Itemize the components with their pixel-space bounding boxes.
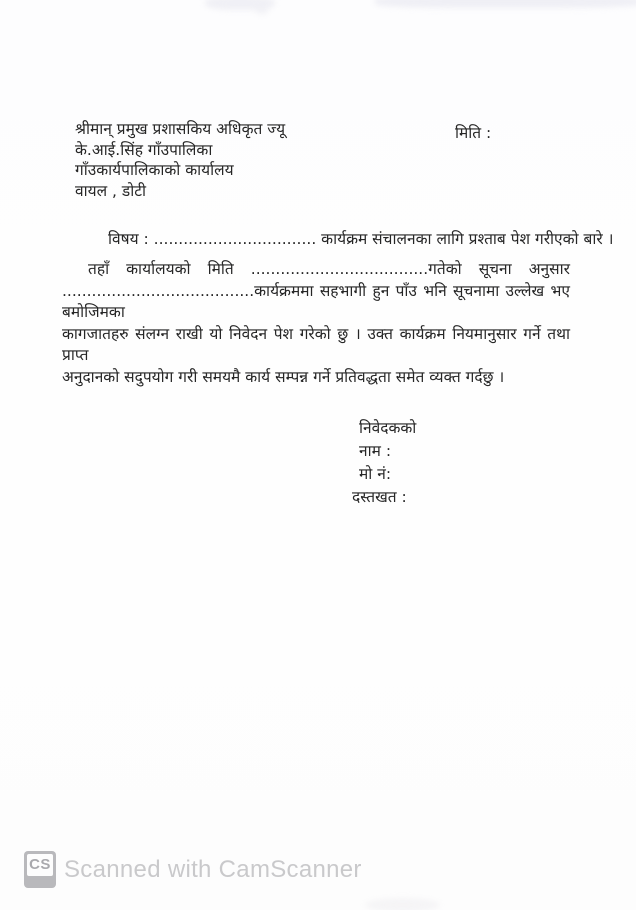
camscanner-logo-letters: CS — [27, 854, 53, 876]
scan-smudge-top-left — [205, 0, 275, 10]
body-line: तहाँ कार्यालयको मिति ....................................गतेको सूचना अनुसार — [88, 260, 570, 278]
camscanner-logo-icon — [24, 851, 56, 888]
recipient-line: गाँउकार्यपालिकाको कार्यालय — [75, 161, 234, 179]
letter-body — [62, 259, 570, 388]
mobile-label: मो नं: — [359, 465, 392, 483]
signature-block — [352, 417, 416, 509]
applicant-heading: निवेदकको — [359, 419, 417, 437]
body-line: कागजातहरु संलग्न राखी यो निवेदन पेश गरेको छु । उक्त कार्यक्रम नियमानुसार गर्ने तथा प्राप्त — [62, 324, 570, 364]
watermark-text: Scanned with CamScanner — [64, 855, 362, 883]
name-label: नाम : — [359, 442, 392, 460]
subject-line: विषय : ................................. कार्यक्रम संचालनका लागि प्रश्ताब पेश गरीएको बारे । — [108, 230, 614, 248]
recipient-line: श्रीमान् प्रमुख प्रशासकिय अधिकृत ज्यू — [75, 120, 286, 138]
scan-smudge-bottom — [365, 898, 440, 910]
recipient-line: वायल , डोटी — [75, 181, 147, 200]
body-line: .......................................कार्यक्रममा सहभागी हुन पाँउ भनि सूचनामा उल्लेख भए बमोजिमका — [62, 281, 570, 321]
recipient-address — [75, 119, 285, 201]
signature-label: दस्तखत : — [352, 488, 407, 506]
recipient-line: के.आई.सिंह गाँउपालिका — [75, 140, 213, 159]
camscanner-watermark — [24, 851, 362, 888]
scan-smudge-small — [255, 5, 269, 15]
body-line: अनुदानको सदुपयोग गरी समयमै कार्य सम्पन्न गर्ने प्रतिवद्धता समेत व्यक्त गर्दछु । — [62, 367, 505, 386]
date-label: मिति : — [455, 124, 492, 142]
scan-smudge-top-right — [375, 0, 636, 8]
